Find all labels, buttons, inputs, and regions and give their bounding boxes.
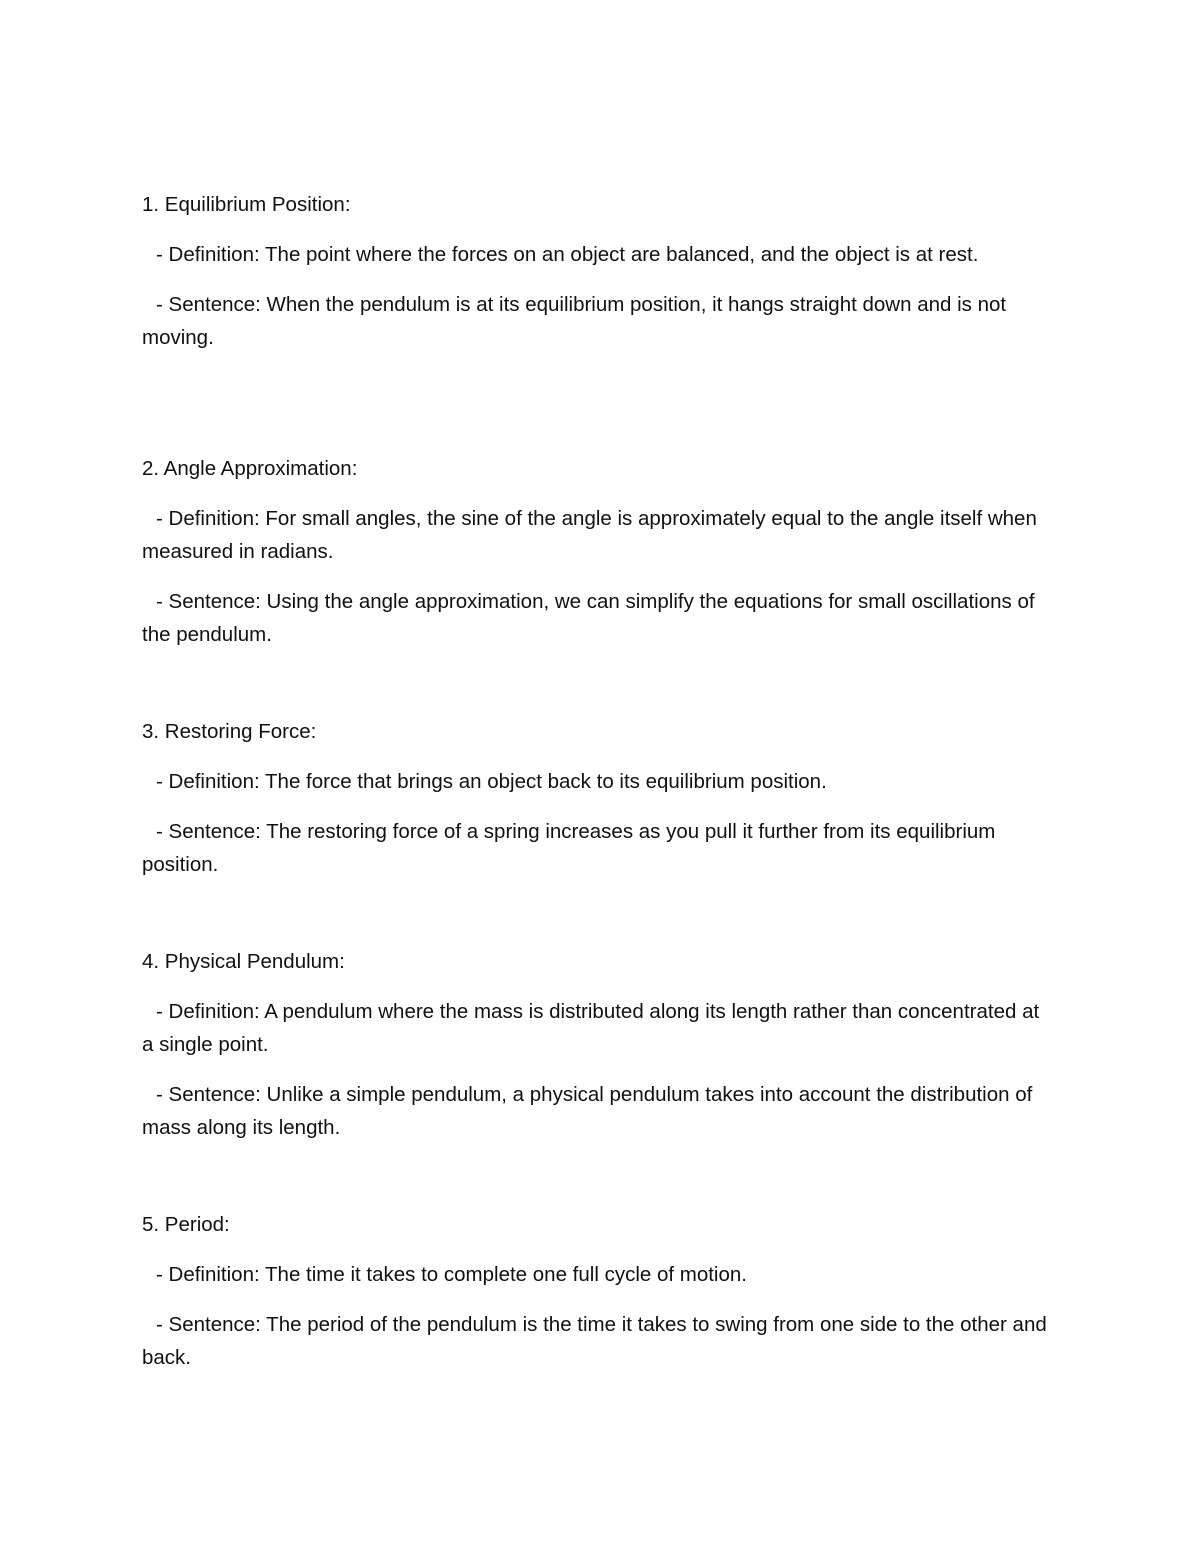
definition-prefix: - Definition: <box>156 507 260 530</box>
sentence-prefix: - Sentence: <box>156 820 261 843</box>
term-heading: 5. Period: <box>142 1213 230 1236</box>
entry-equilibrium-position <box>142 188 1052 354</box>
term-heading: 4. Physical Pendulum: <box>142 950 345 973</box>
entry-restoring-force <box>142 715 1052 881</box>
entry-angle-approximation <box>142 452 1052 651</box>
sentence-line <box>142 1308 1052 1374</box>
definition-line <box>142 765 1052 798</box>
definition-text: A pendulum where the mass is distributed along its length rather than concentrated at a single point. <box>142 1000 1040 1056</box>
definition-text: For small angles, the sine of the angle is approximately equal to the angle itself when measured in radians. <box>142 507 1037 563</box>
sentence-line <box>142 288 1052 354</box>
sentence-text: Unlike a simple pendulum, a physical pendulum takes into account the distribution of mass along its length. <box>142 1083 1033 1139</box>
sentence-line <box>142 1078 1052 1144</box>
sentence-text: The period of the pendulum is the time it takes to swing from one side to the other and back. <box>142 1313 1047 1369</box>
definition-line <box>142 1258 1052 1291</box>
sentence-prefix: - Sentence: <box>156 1083 261 1106</box>
definition-line <box>142 995 1052 1061</box>
definition-line <box>142 502 1052 568</box>
definition-prefix: - Definition: <box>156 770 260 793</box>
sentence-prefix: - Sentence: <box>156 590 261 613</box>
term-heading: 2. Angle Approximation: <box>142 457 358 480</box>
definition-prefix: - Definition: <box>156 1000 260 1023</box>
definition-prefix: - Definition: <box>156 243 260 266</box>
definition-text: The point where the forces on an object are balanced, and the object is at rest. <box>265 243 979 266</box>
entry-physical-pendulum <box>142 945 1052 1144</box>
term-heading: 1. Equilibrium Position: <box>142 193 351 216</box>
definition-prefix: - Definition: <box>156 1263 260 1286</box>
sentence-prefix: - Sentence: <box>156 1313 261 1336</box>
definition-text: The force that brings an object back to its equilibrium position. <box>265 770 827 793</box>
sentence-prefix: - Sentence: <box>156 293 261 316</box>
sentence-text: The restoring force of a spring increases as you pull it further from its equilibrium position. <box>142 820 996 876</box>
sentence-line <box>142 815 1052 881</box>
term-heading: 3. Restoring Force: <box>142 720 317 743</box>
sentence-line <box>142 585 1052 651</box>
definition-text: The time it takes to complete one full cycle of motion. <box>265 1263 747 1286</box>
entry-period <box>142 1208 1052 1374</box>
sentence-text: When the pendulum is at its equilibrium position, it hangs straight down and is not moving. <box>142 293 1007 349</box>
definition-line <box>142 238 1052 271</box>
sentence-text: Using the angle approximation, we can simplify the equations for small oscillations of the pendulum. <box>142 590 1035 646</box>
